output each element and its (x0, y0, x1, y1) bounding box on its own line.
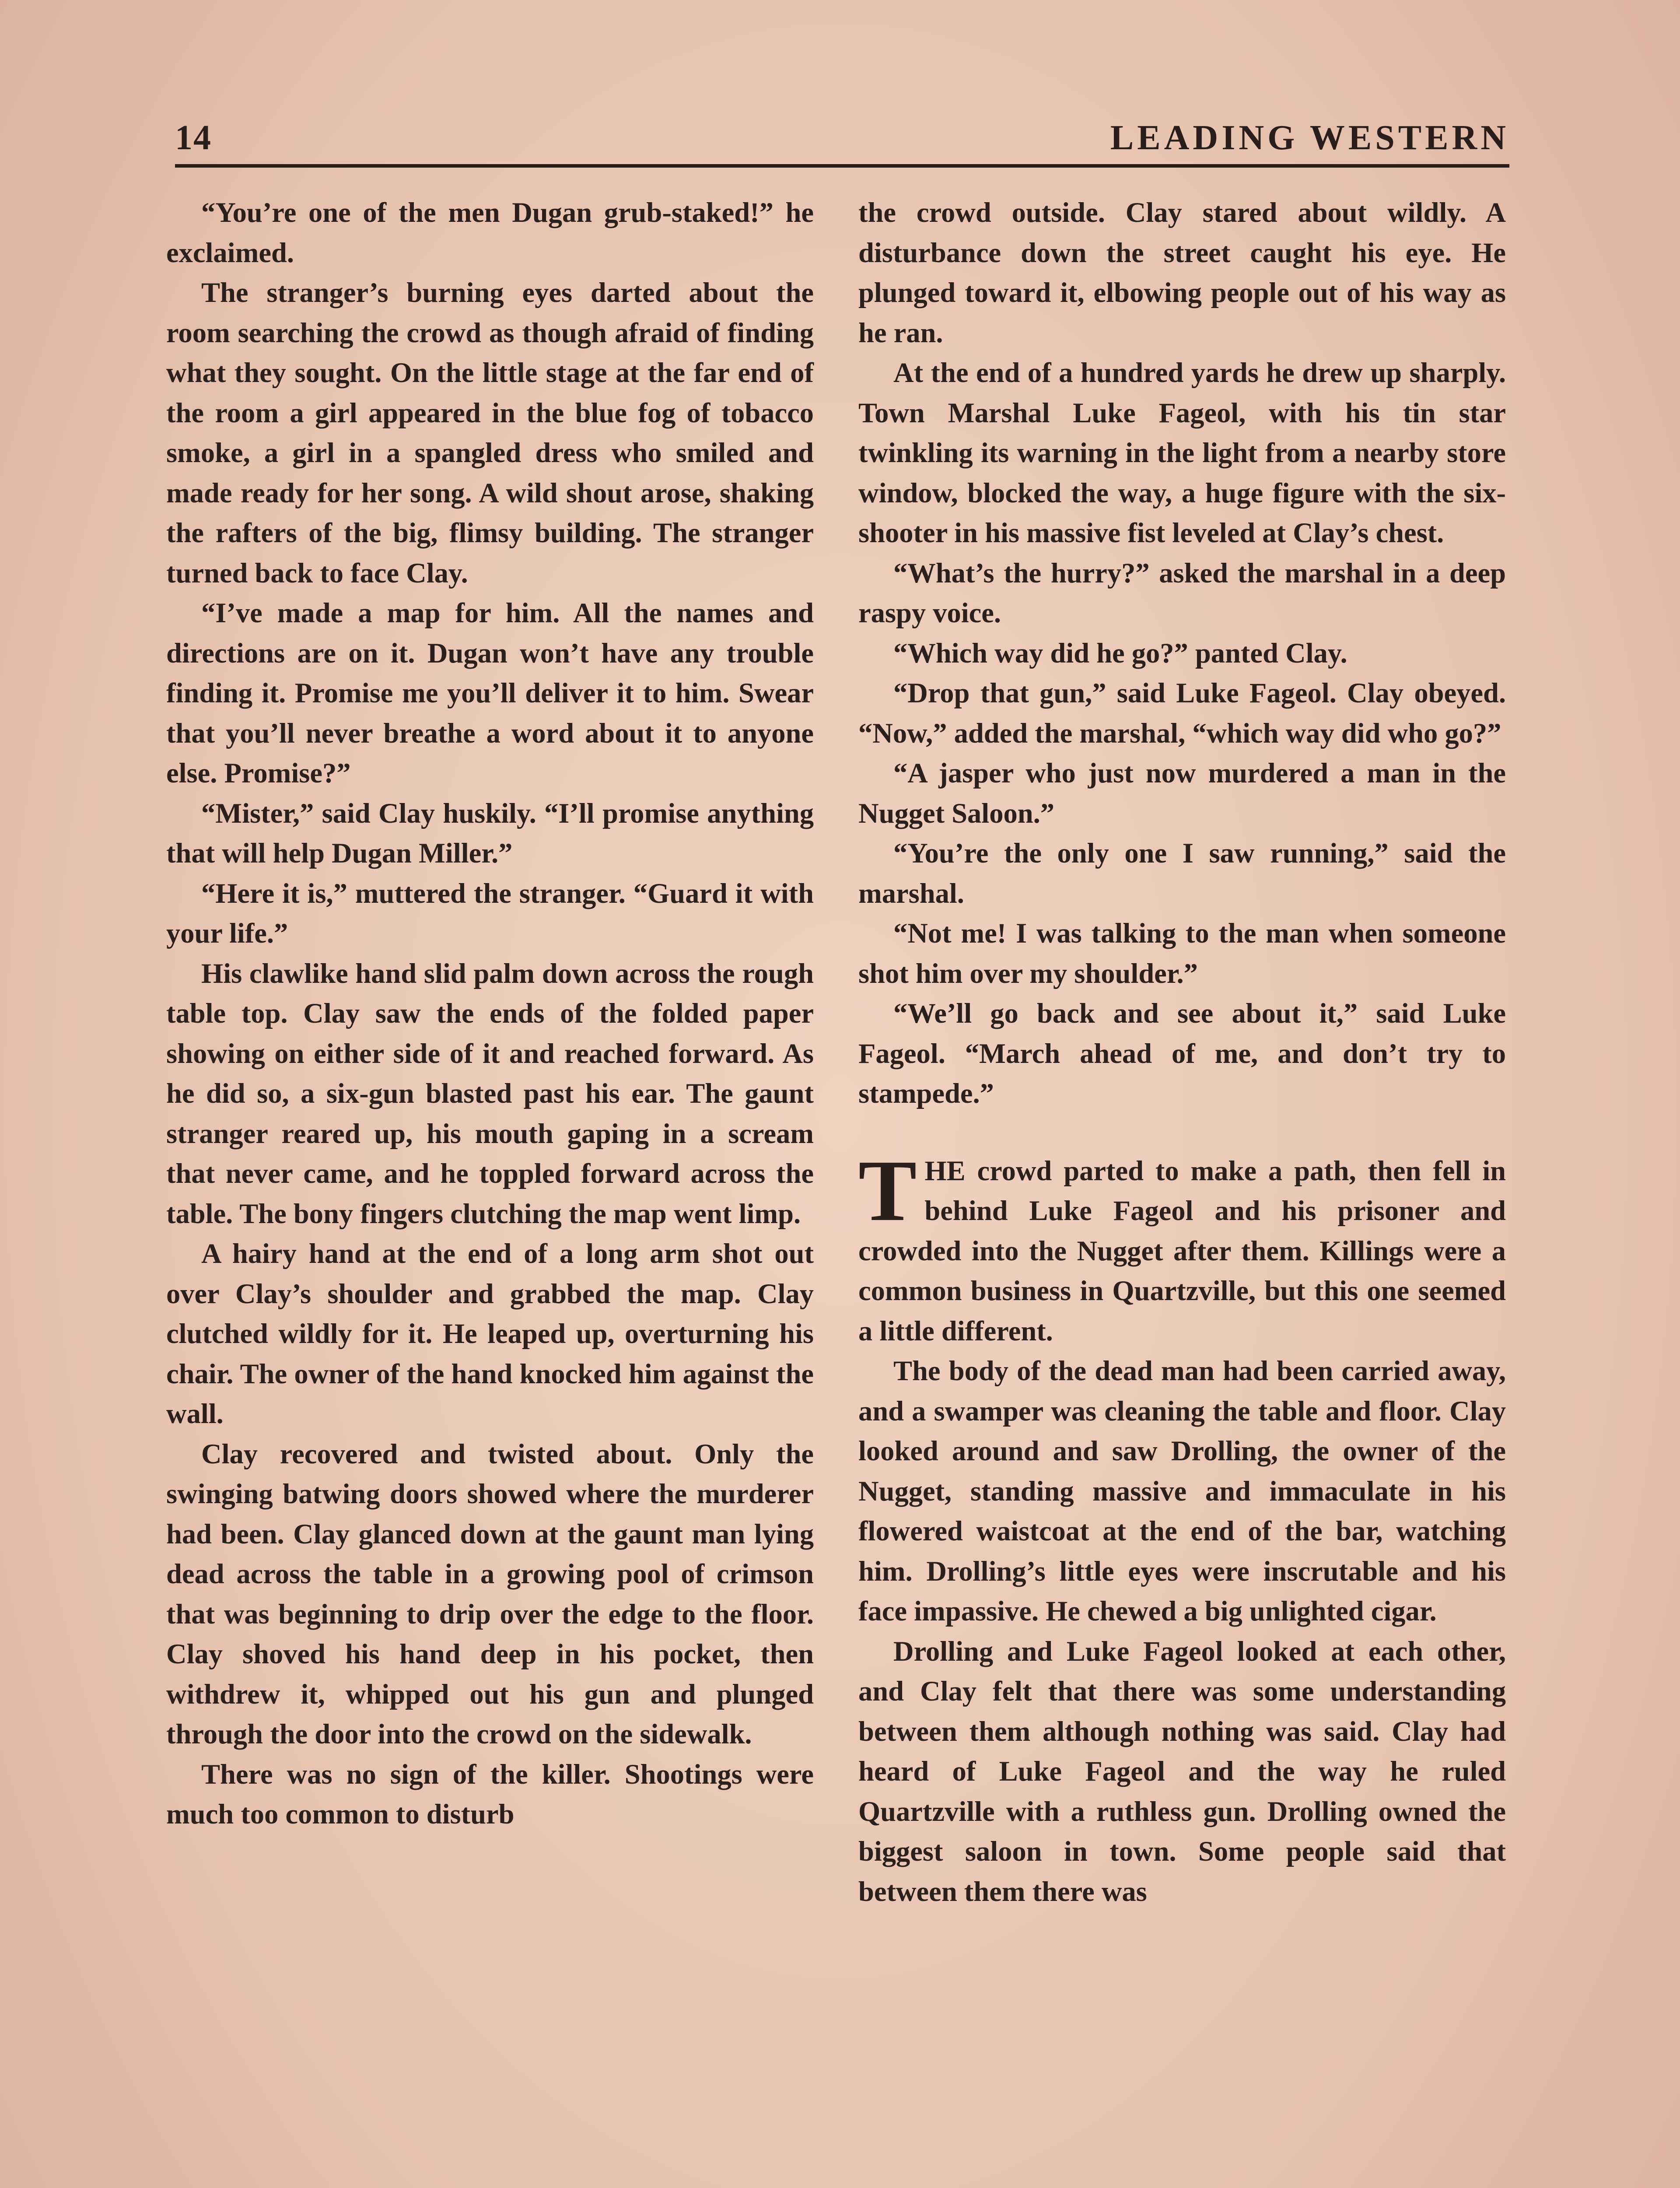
header-rule (175, 164, 1509, 168)
paragraph: Clay recovered and twisted about. Only the swinging batwing doors showed where the murderer had been. Clay glanced down at the gaunt man lying dead across the table in a growing pool of crimson that was beginning to drip over the edge to the floor. Clay shoved his hand deep in his pocket, then withdrew it, whipped out his gun and plunged through the door into the crowd on the sidewalk. (166, 1438, 814, 1750)
paragraph: “Mister,” said Clay huskily. “I’ll promise anything that will help Dugan Miller.” (166, 797, 814, 869)
paragraph: “Drop that gun,” said Luke Fageol. Clay obeyed. “Now,” added the marshal, “which way did who go?” (858, 677, 1506, 749)
paragraph: “You’re the only one I saw running,” said the marshal. (858, 838, 1506, 909)
paragraph-continued: the crowd outside. Clay stared about wildly. A disturbance down the street caught his eye. He plunged toward it, elbowing people out of his way as he ran. (858, 197, 1506, 348)
paragraph: “You’re one of the men Dugan grub-staked!” he exclaimed. (166, 197, 814, 268)
paragraph: “Which way did he go?” panted Clay. (893, 637, 1348, 669)
right-column (858, 193, 1506, 1911)
paragraph: Drolling and Luke Fageol looked at each other, and Clay felt that there was some understanding between them although nothing was said. Clay had heard of Luke Fageol and the way he ruled Quartzville with a ruthless gun. Drolling owned the biggest saloon in town. Some people said that between them there was (858, 1635, 1506, 1907)
left-column (166, 193, 814, 1834)
paragraph: “What’s the hurry?” asked the marshal in a deep raspy voice. (858, 557, 1506, 628)
section-opening-text: HE crowd parted to make a path, then fell in behind Luke Fageol and his prisoner and crowded into the Nugget after them. Killings were a common business in Quartzville, but this one seemed a little different. (858, 1155, 1506, 1346)
paragraph: “Here it is,” muttered the stranger. “Guard it with your life.” (166, 877, 814, 949)
drop-cap: T (858, 1142, 917, 1239)
paragraph: His clawlike hand slid palm down across the rough table top. Clay saw the ends of the folded paper showing on either side of it and reached forward. As he did so, a six-gun blasted past his ear. The gaunt stranger reared up, his mouth gaping in a scream that never came, and he toppled forward across the table. The bony fingers clutching the map went limp. (166, 957, 814, 1229)
page-number: 14 (175, 119, 212, 157)
paragraph: A hairy hand at the end of a long arm shot out over Clay’s shoulder and grabbed the map. Clay clutched wildly for it. He leaped up, overturning his chair. The owner of the hand knocked him against the wall. (166, 1238, 814, 1429)
paragraph: “Not me! I was talking to the man when someone shot him over my shoulder.” (858, 918, 1506, 989)
paragraph: At the end of a hundred yards he drew up sharply. Town Marshal Luke Fageol, with his tin star twinkling its warning in the light from a nearby store window, blocked the way, a huge figure with the six-shooter in his massive fist leveled at Clay’s chest. (858, 357, 1506, 548)
paragraph: There was no sign of the killer. Shootings were much too common to disturb (166, 1758, 814, 1830)
paragraph: The stranger’s burning eyes darted about the room searching the crowd as though afraid of finding what they sought. On the little stage at the far end of the room a girl appeared in the blue fog of tobacco smoke, a girl in a spangled dress who smiled and made ready for her song. A wild shout arose, shaking the rafters of the big, flimsy building. The stranger turned back to face Clay. (166, 277, 814, 589)
paragraph: “We’ll go back and see about it,” said Luke Fageol. “March ahead of me, and don’t try to stampede.” (858, 998, 1506, 1109)
paragraph: The body of the dead man had been carried away, and a swamper was cleaning the table and floor. Clay looked around and saw Drolling, the owner of the Nugget, standing massive and immaculate in his flowered waistcoat at the end of the bar, watching him. Drolling’s little eyes were inscrutable and his face impassive. He chewed a big unlighted cigar. (858, 1355, 1506, 1627)
paragraph: “I’ve made a map for him. All the names and directions are on it. Dugan won’t have any trouble finding it. Promise me you’ll deliver it to him. Swear that you’ll never breathe a word about it to anyone else. Promise?” (166, 597, 814, 789)
page-header (175, 118, 1509, 166)
section-opening-paragraph (858, 1142, 1506, 1351)
running-head: LEADING WESTERN (1110, 119, 1509, 157)
paragraph: “A jasper who just now murdered a man in the Nugget Saloon.” (858, 757, 1506, 829)
